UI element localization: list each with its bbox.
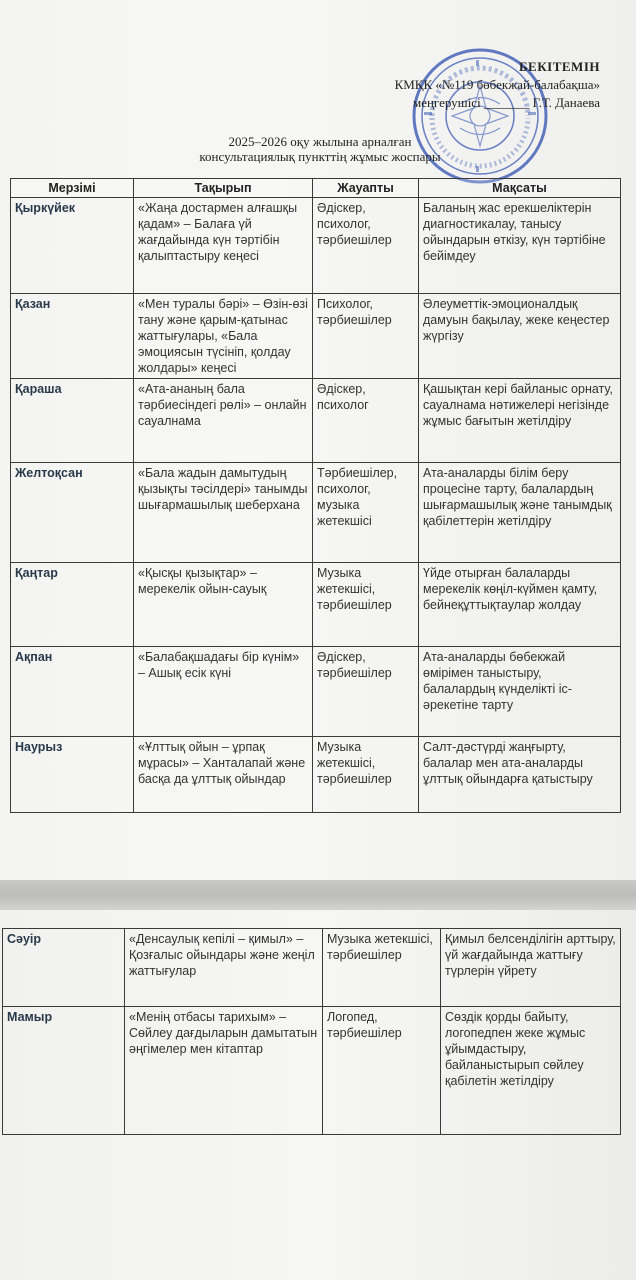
row-goal: Баланың жас ерекшеліктерін диагностикалау, танысу ойындарын өткізу, күн тәртібіне бейімдеу — [419, 198, 621, 294]
row-topic: «Менің отбасы тарихым» – Сөйлеу дағдыларын дамытатын әңгімелер мен кітаптар — [125, 1007, 323, 1135]
table-row — [3, 929, 621, 1007]
row-goal: Қимыл белсенділігін арттыру, үй жағдайында жаттығу түрлерін үйрету — [441, 929, 621, 1007]
row-topic: «Жаңа достармен алғашқы қадам» – Балаға үй жағдайында күн тәртібін қалыптастыру кеңесі — [134, 198, 313, 294]
row-goal: Қашықтан кері байланыс орнату, сауалнама нәтижелері негізінде жұмыс бағытын жетілдіру — [419, 379, 621, 463]
table-row — [11, 463, 621, 563]
page-gap — [0, 880, 636, 910]
row-goal: Ата-аналарды бөбекжай өмірімен таныстыру, балалардың күнделікті іс-әрекетіне тарту — [419, 647, 621, 737]
header-responsible: Жауапты — [313, 179, 419, 198]
row-topic: «Денсаулық кепілі – қимыл» – Қозғалыс ойындары және жеңіл жаттығулар — [125, 929, 323, 1007]
row-responsible: Логопед, тәрбиешілер — [323, 1007, 441, 1135]
row-month: Қазан — [11, 294, 134, 379]
table-row — [11, 737, 621, 813]
row-topic: «Мен туралы бәрі» – Өзін-өзі тану және қарым-қатынас жаттығулары, «Бала эмоциясын түсініп, қолдау жолдары» кеңесі — [134, 294, 313, 379]
row-responsible: Музыка жетекшісі, тәрбиешілер — [313, 563, 419, 647]
row-responsible: Әдіскер, психолог, тәрбиешілер — [313, 198, 419, 294]
row-responsible: Әдіскер, психолог — [313, 379, 419, 463]
row-topic: «Ата-ананың бала тәрбиесіндегі рөлі» – онлайн сауалнама — [134, 379, 313, 463]
table-row — [11, 647, 621, 737]
row-goal: Ата-аналарды білім беру процесіне тарту, балалардың шығармашылық және танымдық қабілеттерін жетілдіру — [419, 463, 621, 563]
row-goal: Әлеуметтік-эмоционалдық дамуын бақылау, жеке кеңестер жүргізу — [419, 294, 621, 379]
table-row — [11, 198, 621, 294]
row-topic: «Қысқы қызықтар» – мерекелік ойын-сауық — [134, 563, 313, 647]
row-responsible: Психолог, тәрбиешілер — [313, 294, 419, 379]
row-topic: «Бала жадын дамытудың қызықты тәсілдері» танымды шығармашылық шеберхана — [134, 463, 313, 563]
approval-title: БЕКІТЕМІН — [518, 59, 600, 74]
row-topic: «Ұлттық ойын – ұрпақ мұрасы» – Ханталапай және басқа да ұлттық ойындар — [134, 737, 313, 813]
plan-title-line: консультациялық пункттің жұмыс жоспары — [199, 149, 441, 164]
plan-title — [150, 134, 490, 164]
plan-table-continued — [2, 928, 621, 1135]
plan-year-line: 2025–2026 оқу жылына арналған — [228, 134, 412, 149]
row-responsible: Тәрбиешілер, психолог, музыка жетекшісі — [313, 463, 419, 563]
table-row — [3, 1007, 621, 1135]
row-goal: Сөздік қорды байыту, логопедпен жеке жұмыс ұйымдастыру, байланыстырып сөйлеу қабілетін жетілдіру — [441, 1007, 621, 1135]
table-row — [11, 563, 621, 647]
row-month: Желтоқсан — [11, 463, 134, 563]
header-period: Мерзімі — [11, 179, 134, 198]
header-topic: Тақырып — [134, 179, 313, 198]
row-month: Наурыз — [11, 737, 134, 813]
row-responsible: Әдіскер, тәрбиешілер — [313, 647, 419, 737]
plan-table — [10, 178, 621, 813]
table-header-row — [11, 179, 621, 198]
row-month: Қыркүйек — [11, 198, 134, 294]
header-goal: Мақсаты — [419, 179, 621, 198]
row-responsible: Музыка жетекшісі, тәрбиешілер — [313, 737, 419, 813]
approval-org: КМҚК «№119 бөбекжай-балабақша» — [394, 77, 600, 92]
approval-head-line: меңгерушісі _______ Г.Т. Данаева — [412, 95, 600, 110]
table-row — [11, 294, 621, 379]
approval-block — [330, 58, 600, 112]
row-month: Ақпан — [11, 647, 134, 737]
row-month: Сәуір — [3, 929, 125, 1007]
row-goal: Үйде отырған балаларды мерекелік көңіл-күймен қамту, бейнеқұттықтаулар жолдау — [419, 563, 621, 647]
row-month: Қараша — [11, 379, 134, 463]
row-goal: Салт-дәстүрді жаңғырту, балалар мен ата-аналарды ұлттық ойындарға қатыстыру — [419, 737, 621, 813]
row-topic: «Балабақшадағы бір күнім» – Ашық есік күні — [134, 647, 313, 737]
row-month: Қаңтар — [11, 563, 134, 647]
table-row — [11, 379, 621, 463]
row-responsible: Музыка жетекшісі, тәрбиешілер — [323, 929, 441, 1007]
row-month: Мамыр — [3, 1007, 125, 1135]
